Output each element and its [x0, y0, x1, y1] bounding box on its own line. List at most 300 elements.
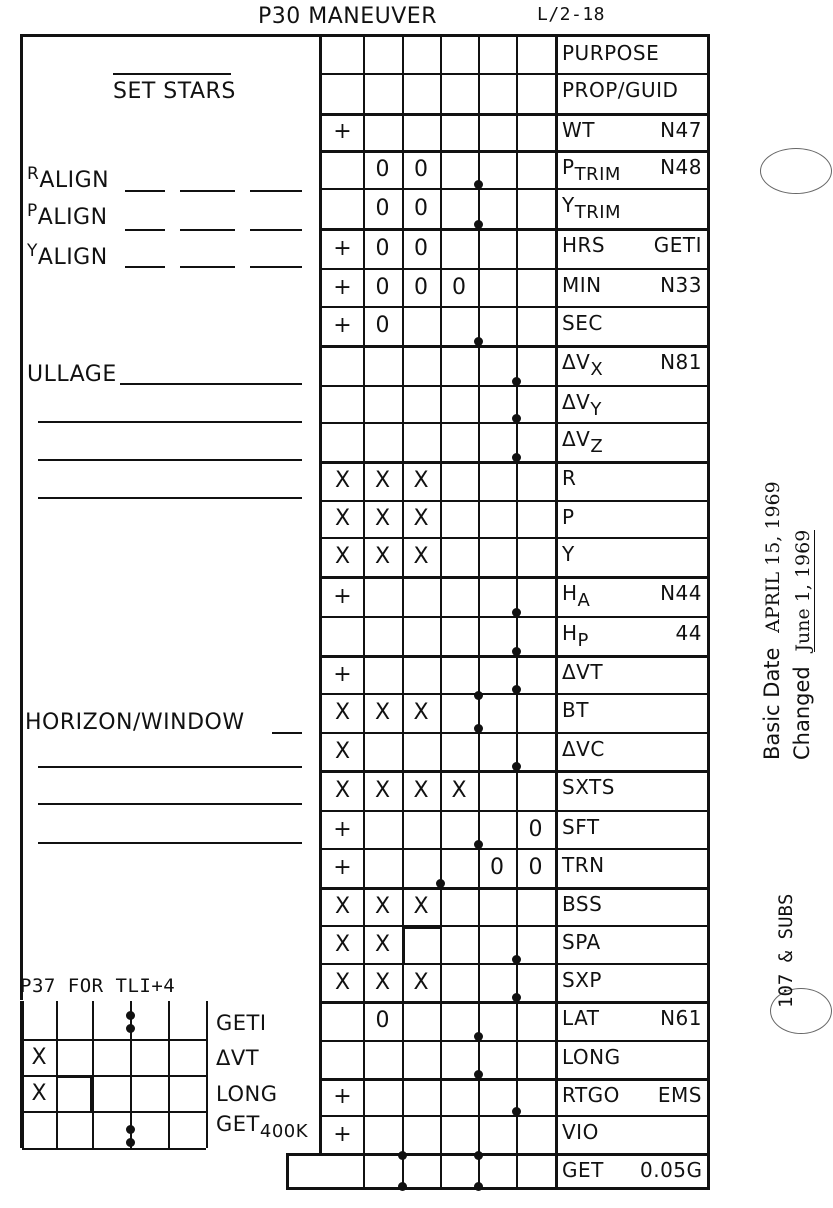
register-cell[interactable]: + [333, 1084, 352, 1109]
label-column-divider [555, 34, 558, 1190]
register-cell[interactable] [402, 576, 440, 616]
page-id: L/2-18 [537, 4, 606, 25]
row-label-text: SXP [562, 968, 602, 992]
row-label-text: ΔV [562, 350, 591, 374]
register-cell[interactable] [478, 228, 516, 268]
register-cell[interactable] [440, 576, 478, 616]
register-cell[interactable] [363, 1078, 402, 1115]
y-align-blank-3 [250, 266, 302, 268]
register-cell[interactable] [440, 1153, 478, 1190]
spa-box-top [402, 926, 440, 929]
y-align-blank-2 [180, 266, 235, 268]
register-cell[interactable]: X [374, 931, 391, 957]
register-cell[interactable] [363, 345, 402, 385]
register-cell[interactable] [516, 576, 555, 616]
row-label-text: P [562, 155, 575, 179]
register-cell[interactable] [516, 1001, 555, 1040]
row-label-text: SXTS [562, 775, 615, 799]
register-cell[interactable] [516, 73, 555, 113]
register-cell[interactable]: X [374, 506, 391, 531]
register-cell[interactable] [478, 925, 516, 963]
register-cell[interactable]: X [451, 777, 467, 803]
row-label-text: LAT [562, 1006, 600, 1030]
register-cell[interactable] [440, 1040, 478, 1078]
register-cell[interactable] [478, 73, 516, 113]
register-cell[interactable] [322, 36, 363, 73]
ullage-line-3 [38, 459, 302, 461]
register-cell[interactable] [478, 537, 516, 576]
register-cell[interactable]: X [334, 468, 351, 493]
register-cell[interactable] [516, 770, 555, 810]
row-label [562, 621, 589, 651]
changed-value: June 1, 1969 [792, 529, 814, 652]
register-cell[interactable] [478, 655, 516, 693]
row-label-subscript: TRIM [574, 202, 622, 223]
register-cell[interactable] [478, 268, 516, 306]
register-cell[interactable] [516, 345, 555, 385]
register-cell[interactable] [363, 848, 402, 887]
register-cell[interactable] [440, 73, 478, 113]
register-cell[interactable] [440, 693, 478, 732]
register-cell[interactable]: 0 [375, 274, 390, 300]
row-code: N44 [660, 581, 702, 605]
register-cell[interactable] [478, 306, 516, 345]
register-cell[interactable] [440, 228, 478, 268]
register-cell[interactable] [478, 616, 516, 655]
r-align-blank-3 [250, 190, 302, 192]
register-cell[interactable] [440, 537, 478, 576]
row-label [562, 350, 604, 380]
register-cell[interactable]: X [334, 893, 351, 919]
register-cell[interactable] [516, 616, 555, 655]
register-cell[interactable] [402, 732, 440, 770]
register-cell[interactable] [516, 732, 555, 770]
register-cell[interactable] [516, 385, 555, 422]
register-cell[interactable] [516, 150, 555, 188]
register-cell[interactable] [363, 616, 402, 655]
register-cell[interactable] [322, 345, 363, 385]
register-cell[interactable] [478, 113, 516, 150]
register-cell[interactable] [440, 616, 478, 655]
register-cell[interactable] [402, 925, 440, 963]
y-align-label: $^Y$ALIGN [27, 241, 108, 270]
horizon-line-3 [38, 803, 302, 805]
row-label [562, 892, 602, 916]
register-cell[interactable] [402, 385, 440, 422]
row-label-text: PROP/GUID [562, 78, 679, 102]
register-cell[interactable]: 0 [414, 235, 428, 261]
row-label-subscript: A [577, 590, 591, 611]
row-label [562, 660, 603, 684]
register-cell[interactable] [322, 73, 363, 113]
register-cell[interactable] [440, 461, 478, 500]
register-cell[interactable] [516, 1153, 555, 1190]
row-label-text: ΔV [562, 427, 591, 451]
register-cell[interactable] [516, 306, 555, 345]
register-cell[interactable] [478, 461, 516, 500]
row-label [562, 233, 605, 257]
register-cell[interactable] [516, 422, 555, 461]
register-cell[interactable]: X [334, 544, 351, 569]
register-cell[interactable]: 0 [452, 274, 466, 300]
register-cell[interactable] [516, 500, 555, 537]
register-cell[interactable] [516, 1078, 555, 1115]
row-label-text: ΔVT [562, 660, 604, 684]
register-cell[interactable]: 0 [414, 156, 428, 182]
register-cell[interactable]: 0 [375, 235, 390, 261]
register-cell[interactable]: X [413, 700, 429, 725]
p37-long-label: LONG [216, 1082, 278, 1106]
register-cell[interactable] [363, 732, 402, 770]
register-cell[interactable] [478, 36, 516, 73]
register-cell[interactable] [322, 1153, 363, 1190]
page-title: P30 MANEUVER [258, 4, 437, 29]
p37-title: P37 FOR TLI+4 [20, 975, 176, 997]
ullage-label: ULLAGE [27, 362, 117, 387]
register-cell[interactable] [478, 1153, 516, 1190]
row-label-subscript: P [577, 630, 589, 651]
row-label [562, 1158, 604, 1182]
register-cell[interactable] [440, 963, 478, 1001]
register-cell[interactable] [440, 422, 478, 461]
register-cell[interactable] [440, 887, 478, 925]
register-cell[interactable] [402, 1078, 440, 1115]
p-align-label: $^P$ALIGN [27, 201, 108, 230]
register-cell[interactable] [402, 73, 440, 113]
row-label-text: BT [562, 698, 589, 722]
row-label-text: SFT [562, 815, 600, 839]
ullage-line-2 [38, 421, 302, 423]
register-cell[interactable]: X [413, 969, 429, 995]
horizon-window-label: HORIZON/WINDOW [25, 710, 245, 735]
get-row-left-border [286, 1153, 289, 1190]
horizon-line-4 [38, 842, 302, 844]
row-label-text: ΔV [562, 390, 591, 414]
spa-box-left [402, 925, 405, 963]
row-label [562, 737, 605, 761]
register-cell[interactable]: X [334, 969, 351, 995]
register-cell[interactable] [478, 770, 516, 810]
register-cell[interactable] [440, 500, 478, 537]
register-cell[interactable] [440, 385, 478, 422]
register-cell[interactable] [363, 422, 402, 461]
register-cell[interactable]: 0 [414, 274, 428, 300]
register-cell[interactable]: X [374, 969, 391, 995]
p-align-blank-2 [180, 229, 235, 231]
register-cell[interactable]: + [333, 235, 352, 261]
row-label [562, 311, 603, 335]
ullage-blank [120, 383, 302, 385]
register-cell[interactable]: + [333, 583, 352, 609]
row-code: GETI [653, 233, 702, 257]
register-cell[interactable] [478, 150, 516, 188]
register-cell[interactable] [516, 1040, 555, 1078]
register-cell[interactable]: + [333, 119, 352, 144]
row-label-subscript: X [590, 359, 604, 380]
register-cell[interactable] [516, 887, 555, 925]
register-cell[interactable] [322, 422, 363, 461]
register-cell[interactable] [363, 73, 402, 113]
register-cell[interactable] [516, 693, 555, 732]
row-label-text: ΔVC [562, 737, 605, 761]
register-cell[interactable]: X [374, 700, 391, 725]
register-cell[interactable] [440, 925, 478, 963]
register-cell[interactable] [516, 228, 555, 268]
row-label [562, 698, 589, 722]
register-cell[interactable]: 0 [375, 313, 390, 338]
row-label-text: H [562, 581, 578, 605]
register-cell[interactable] [478, 422, 516, 461]
register-cell[interactable]: X [334, 738, 351, 764]
register-cell[interactable] [516, 113, 555, 150]
row-label-text: TRN [562, 853, 605, 877]
row-label-text: R [562, 466, 577, 490]
row-label-subscript: Y [590, 399, 602, 420]
register-cell[interactable] [440, 1001, 478, 1040]
register-cell[interactable]: + [333, 855, 352, 880]
p37-dvt-mark: X [31, 1044, 47, 1070]
register-cell[interactable] [478, 1040, 516, 1078]
horizon-blank [272, 732, 302, 734]
register-cell[interactable] [322, 1001, 363, 1040]
row-label [562, 466, 576, 490]
register-cell[interactable] [402, 36, 440, 73]
row-label [562, 155, 621, 185]
row-label [562, 1006, 599, 1030]
row-label [562, 390, 602, 420]
register-cell[interactable] [516, 1115, 555, 1153]
row-label [562, 542, 575, 566]
p37-geti-label: GETI [216, 1011, 267, 1035]
row-label-text: BSS [562, 892, 603, 916]
register-cell[interactable] [322, 188, 363, 228]
row-label-text: P [562, 505, 575, 529]
register-cell[interactable] [363, 576, 402, 616]
register-cell[interactable] [402, 1153, 440, 1190]
frame-right [707, 34, 710, 1190]
row-label-text: SPA [562, 930, 601, 954]
register-cell[interactable] [478, 693, 516, 732]
register-cell[interactable] [478, 732, 516, 770]
p37-box [56, 1075, 92, 1078]
register-cell[interactable] [440, 1115, 478, 1153]
row-label [562, 1083, 620, 1107]
basic-date-label: Basic Date [760, 647, 784, 760]
r-align-label: $^R$ALIGN [27, 164, 110, 193]
register-cell[interactable]: X [374, 544, 391, 569]
row-label [562, 118, 595, 142]
register-cell[interactable] [363, 1040, 402, 1078]
register-cell[interactable]: X [413, 544, 429, 569]
register-cell[interactable]: X [413, 893, 429, 919]
row-label [562, 1045, 621, 1069]
row-code: 44 [675, 621, 702, 645]
register-cell[interactable] [516, 963, 555, 1001]
subs-note: 107 & SUBS [775, 893, 797, 1008]
register-cell[interactable]: 0 [528, 816, 543, 842]
register-cell[interactable] [516, 655, 555, 693]
register-cell[interactable] [478, 1078, 516, 1115]
register-cell[interactable]: + [333, 274, 352, 300]
row-label-text: LONG [562, 1045, 621, 1069]
register-cell[interactable] [363, 385, 402, 422]
row-label [562, 78, 678, 102]
register-cell[interactable]: 0 [528, 855, 543, 880]
register-cell[interactable]: X [413, 777, 429, 803]
register-cell[interactable] [402, 848, 440, 887]
row-label [562, 581, 591, 611]
row-label-text: SEC [562, 311, 603, 335]
r-align-blank-1 [125, 190, 165, 192]
p37-decimal-marker [126, 1138, 135, 1147]
r-align-blank-2 [180, 190, 235, 192]
register-cell[interactable] [322, 1040, 363, 1078]
register-cell[interactable] [440, 345, 478, 385]
row-label [562, 1120, 599, 1144]
row-label-text: Y [562, 193, 575, 217]
register-cell[interactable] [440, 306, 478, 345]
register-cell[interactable] [440, 1078, 478, 1115]
register-cell[interactable] [478, 500, 516, 537]
register-cell[interactable]: X [334, 700, 351, 725]
frame-left [20, 34, 23, 1000]
row-label [562, 815, 600, 839]
register-cell[interactable] [478, 345, 516, 385]
row-label-subscript: Z [590, 436, 604, 457]
register-cell[interactable] [478, 810, 516, 848]
changed-date [790, 530, 814, 760]
register-cell[interactable] [363, 810, 402, 848]
register-cell[interactable] [440, 36, 478, 73]
register-cell[interactable] [402, 422, 440, 461]
register-cell[interactable] [363, 655, 402, 693]
register-cell[interactable]: X [374, 893, 391, 919]
register-cell[interactable] [363, 36, 402, 73]
register-cell[interactable] [402, 1001, 440, 1040]
register-cell[interactable]: X [413, 468, 429, 493]
p37-box-right [90, 1075, 93, 1111]
p37-row-line [22, 1111, 206, 1113]
row-label-text: MIN [562, 273, 602, 297]
row-label-text: GET [562, 1158, 604, 1182]
row-label-text: H [562, 621, 578, 645]
register-cell[interactable] [440, 113, 478, 150]
register-cell[interactable] [478, 1001, 516, 1040]
register-cell[interactable] [516, 925, 555, 963]
register-cell[interactable]: X [374, 777, 391, 803]
register-cell[interactable]: + [333, 1121, 352, 1147]
register-cell[interactable] [363, 113, 402, 150]
register-cell[interactable] [363, 1153, 402, 1190]
register-cell[interactable]: 0 [414, 195, 428, 221]
register-cell[interactable]: + [333, 661, 352, 687]
register-cell[interactable] [516, 36, 555, 73]
row-code: EMS [657, 1083, 702, 1107]
register-cell[interactable] [516, 188, 555, 228]
register-cell[interactable] [322, 616, 363, 655]
register-cell[interactable] [363, 1115, 402, 1153]
register-cell[interactable] [402, 345, 440, 385]
register-cell[interactable] [322, 385, 363, 422]
register-cell[interactable] [516, 537, 555, 576]
register-cell[interactable] [402, 1040, 440, 1078]
row-label-text: Y [562, 542, 575, 566]
register-cell[interactable] [440, 188, 478, 228]
p37-col-line [206, 1001, 208, 1148]
row-label [562, 775, 615, 799]
row-label [562, 41, 659, 65]
register-cell[interactable]: X [413, 506, 429, 531]
row-label [562, 853, 605, 877]
register-cell[interactable] [402, 655, 440, 693]
row-label-text: HRS [562, 233, 606, 257]
register-cell[interactable] [478, 1115, 516, 1153]
register-cell[interactable]: X [334, 506, 351, 531]
row-code: N81 [660, 350, 702, 374]
register-cell[interactable] [322, 150, 363, 188]
register-cell[interactable] [478, 385, 516, 422]
register-cell[interactable]: 0 [375, 1008, 390, 1033]
register-cell[interactable]: 0 [375, 195, 390, 221]
register-cell[interactable]: X [334, 777, 351, 803]
row-label-text: VIO [562, 1120, 599, 1144]
row-label [562, 273, 602, 297]
register-cell[interactable]: 0 [375, 156, 390, 182]
register-cell[interactable] [478, 887, 516, 925]
register-cell[interactable]: + [333, 313, 352, 338]
ullage-line-4 [38, 497, 302, 499]
register-cell[interactable]: X [374, 468, 391, 493]
basic-date-value: APRIL 15, 1969 [762, 481, 784, 633]
row-label [562, 930, 601, 954]
register-cell[interactable] [402, 1115, 440, 1153]
register-cell[interactable] [478, 576, 516, 616]
row-code: N61 [660, 1006, 702, 1030]
register-cell[interactable]: X [334, 931, 351, 957]
row-code: N47 [660, 118, 702, 142]
basic-date [760, 481, 784, 760]
register-cell[interactable] [440, 848, 478, 887]
p37-decimal-marker [126, 1024, 135, 1033]
register-cell[interactable]: + [333, 816, 352, 842]
register-cell[interactable] [440, 810, 478, 848]
register-cell[interactable] [402, 616, 440, 655]
p-align-blank-1 [125, 229, 165, 231]
row-label [562, 427, 604, 457]
row-code: 0.05G [640, 1158, 703, 1182]
register-cell[interactable]: 0 [490, 855, 504, 880]
register-cell[interactable] [440, 732, 478, 770]
p-align-blank-3 [250, 229, 302, 231]
changed-label: Changed [790, 666, 814, 760]
register-cell[interactable] [402, 306, 440, 345]
register-cell[interactable] [478, 963, 516, 1001]
register-cell[interactable] [402, 113, 440, 150]
set-stars-overline [113, 73, 231, 75]
row-label-text: WT [562, 118, 595, 142]
register-cell[interactable] [402, 810, 440, 848]
register-cell[interactable] [516, 268, 555, 306]
register-cell[interactable] [440, 655, 478, 693]
p37-row-line [22, 1148, 206, 1150]
register-cell[interactable] [478, 188, 516, 228]
row-label-subscript: TRIM [574, 164, 621, 185]
p37-decimal-marker [126, 1011, 135, 1020]
set-stars-label: SET STARS [113, 79, 236, 104]
register-cell[interactable] [516, 461, 555, 500]
row-label [562, 968, 602, 992]
register-cell[interactable] [440, 150, 478, 188]
